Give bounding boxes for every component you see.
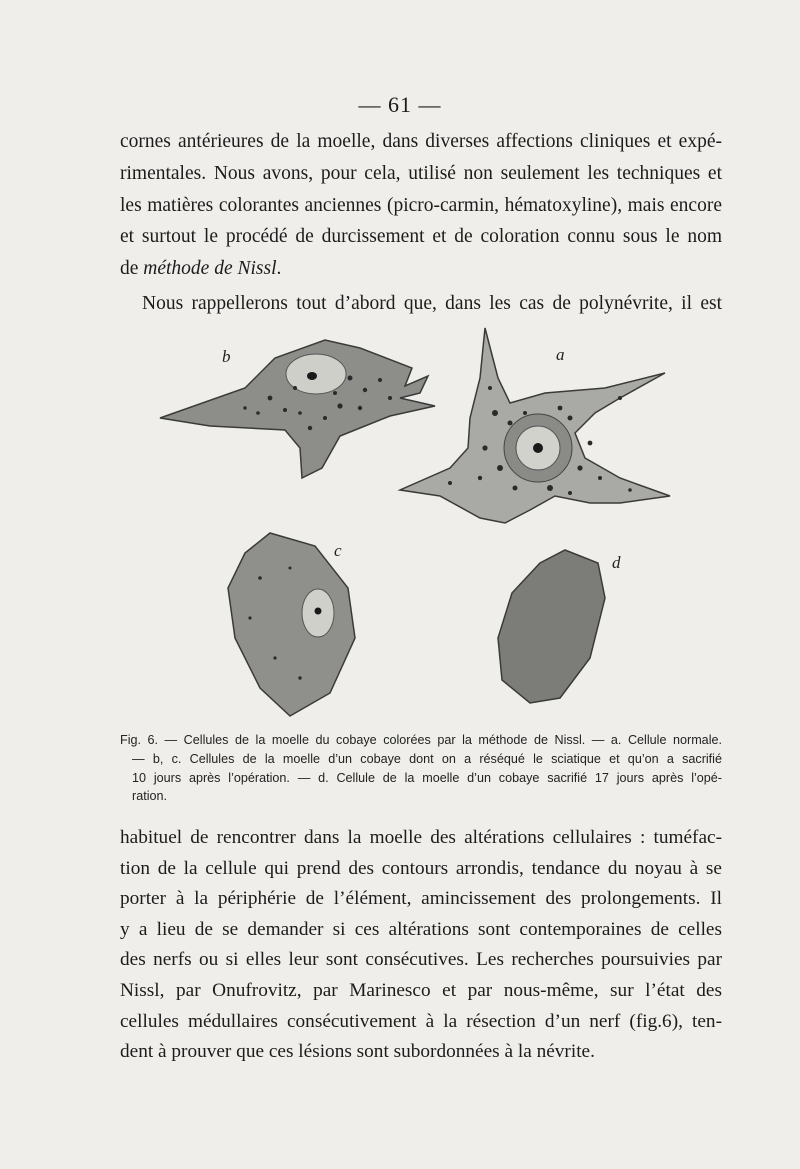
caption-line: — b, c. Cellules de la moelle d’un cobaye dont on a réséqué le sciatique et qu’on a sacrifié [132, 751, 722, 766]
cell-b [160, 340, 435, 478]
text-line: y a lieu de se demander si ces altérations sont contemporaines de celles [120, 918, 722, 940]
italic-term: méthode de Nissl [143, 258, 277, 280]
caption-line: ration. [132, 789, 168, 804]
cell-d [498, 550, 621, 703]
text-line: les matières colorantes anciennes (picro-carmin, hématoxyline), mais encore [120, 194, 722, 216]
cell-c [228, 533, 355, 716]
text-line: Nous rappellerons tout d’abord que, dans les cas de polynévrite, il est [142, 292, 722, 314]
cell-illustrations [150, 318, 690, 728]
figure-6 [150, 318, 690, 728]
text-line: cornes antérieures de la moelle, dans diverses affections cliniques et expé- [120, 131, 722, 152]
caption-line: 10 jours après l’opération. — d. Cellule de la moelle d’un cobaye sacrifié 17 jours après l’opé- [132, 770, 722, 785]
text-line [120, 253, 722, 285]
text-line: Nissl, par Onufrovitz, par Marinesco et par nous-même, sur l’état des [120, 979, 722, 1001]
text-line: cellules médullaires consécutivement à la résection d’un nerf (fig.6), ten- [120, 1010, 722, 1032]
label-a: a [556, 345, 565, 364]
caption-line: Fig. 6. — Cellules de la moelle du cobaye colorées par la méthode de Nissl. — a. Cellule normale. [120, 733, 722, 747]
text-fragment: de [120, 258, 144, 280]
text-line: porter à la périphérie de l’élément, amincissement des prolongements. Il [120, 888, 722, 910]
text-line: et surtout le procédé de durcissement et de coloration connu sous le nom [120, 226, 722, 248]
figure-caption [120, 731, 722, 806]
label-b: b [222, 347, 231, 366]
text-line: rimentales. Nous avons, pour cela, utilisé non seulement les techniques et [120, 162, 722, 184]
top-paragraph [120, 126, 722, 320]
bottom-paragraph [120, 823, 722, 1068]
text-fragment: . [276, 258, 282, 280]
label-d: d [612, 553, 621, 572]
page-number: — 61 — [358, 92, 442, 117]
label-c: c [334, 541, 342, 560]
text-line: tion de la cellule qui prend des contours arrondis, tendance du noyau à se [120, 857, 722, 879]
text-line: habituel de rencontrer dans la moelle des altérations cellulaires : tuméfac- [120, 827, 722, 848]
text-line: des nerfs ou si elles leur sont consécutives. Les recherches poursuivies par [120, 949, 722, 971]
text-line: dent à prouver que ces lésions sont subordonnées à la névrite. [120, 1041, 595, 1063]
cell-a [400, 328, 670, 523]
